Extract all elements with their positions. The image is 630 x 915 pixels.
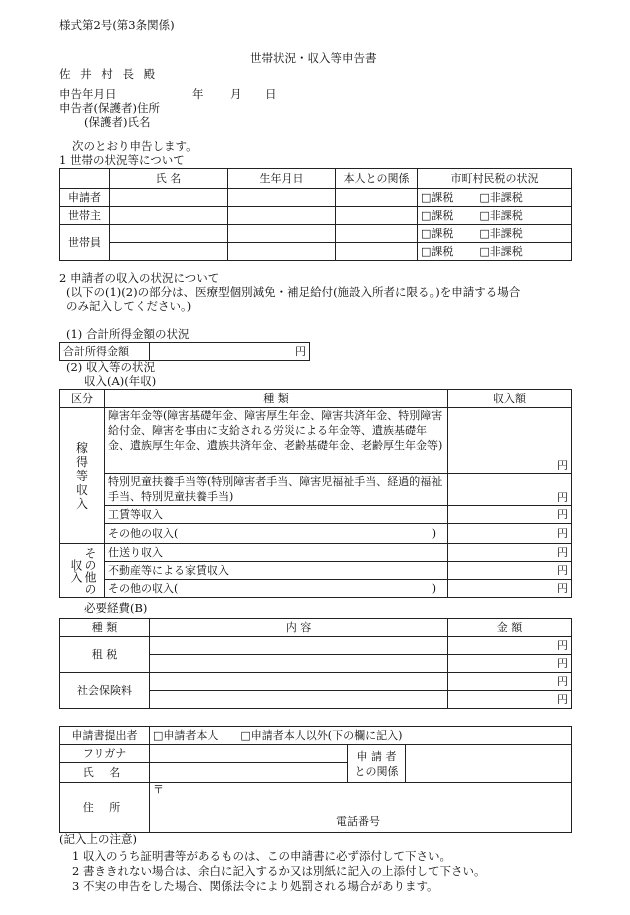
allowance-row: 特別児童扶養手当等(特別障害者手当、障害児福祉手当、経過的福祉手当、特別児童扶養手当)	[105, 474, 448, 506]
section2-heading: 2 申請者の収入の状況について	[59, 271, 220, 285]
date-label: 申告年月日	[59, 87, 117, 101]
cell-input[interactable]	[110, 189, 228, 207]
total-income-label: 合計所得金額	[60, 343, 150, 361]
col-tax-status: 市町村民税の状況	[418, 169, 572, 189]
addressee: 佐 井 村 長 殿	[59, 67, 159, 81]
submitter-label: 申請書提出者	[60, 727, 150, 745]
cell-input[interactable]	[336, 207, 418, 225]
tax-checkbox-cell[interactable]: □課税 □非課税	[418, 225, 572, 243]
note-item: 2 書ききれない場合は、余白に記入するか又は別紙に記入の上添付して下さい。	[72, 864, 486, 878]
opt-other: □申請者本人以外(下の欄に記入)	[240, 728, 403, 742]
exp-col-content: 内 容	[150, 619, 448, 637]
row-member: 世帯員	[60, 225, 110, 261]
row-head: 世帯主	[60, 207, 110, 225]
section2-note-1: (以下の(1)(2)の部分は、医療型個別減免・補足給付(施設入所者に限る。)を申請する場合	[66, 285, 521, 299]
total-income-input[interactable]: 円	[150, 343, 310, 361]
cell-input[interactable]	[150, 637, 448, 655]
document-title: 世帯状況・収入等申告書	[250, 51, 377, 65]
cell-input[interactable]	[150, 691, 448, 709]
address-input[interactable]	[150, 783, 572, 833]
submitter-options[interactable]	[150, 727, 572, 745]
col-birthdate: 生年月日	[228, 169, 336, 189]
remittance-row: 仕送り収入	[105, 544, 448, 562]
other-income2-amount[interactable]: 円	[448, 580, 572, 598]
opt-self: □申請者本人	[153, 728, 219, 742]
col-category: 区分	[60, 390, 105, 408]
postal-mark: 〒	[153, 783, 164, 796]
cell-input[interactable]	[228, 225, 336, 243]
row-applicant: 申請者	[60, 189, 110, 207]
relation-label: 申 請 者 との関係	[348, 745, 406, 783]
note-item: 3 不実の申告をした場合、関係法令により処罰される場合があります。	[72, 879, 439, 893]
date-year: 年	[192, 87, 204, 101]
relation-input[interactable]	[406, 745, 572, 783]
col-relation: 本人との関係	[336, 169, 418, 189]
col-type: 種 類	[105, 390, 448, 408]
section1-heading: 1 世帯の状況等について	[59, 153, 185, 167]
tax-checkbox-cell[interactable]: □課税 □非課税	[418, 207, 572, 225]
exp-col-amount: 金 額	[448, 619, 572, 637]
sub1-heading: (1) 合計所得金額の状況	[66, 327, 190, 341]
other-income-amount[interactable]: 円	[448, 524, 572, 544]
tax-amount[interactable]: 円	[448, 655, 572, 673]
rent-row: 不動産等による家賃収入	[105, 562, 448, 580]
exp-col-type: 種 類	[60, 619, 150, 637]
income-a-label: 収入(A)(年収)	[84, 374, 157, 388]
furigana-label: フリガナ	[60, 745, 150, 763]
name-label: 氏 名	[60, 763, 150, 783]
cell-input[interactable]	[150, 673, 448, 691]
insurance-amount[interactable]: 円	[448, 673, 572, 691]
wages-amount[interactable]: 円	[448, 506, 572, 524]
group-other-income: その他の収入	[60, 544, 105, 598]
cell-input[interactable]	[228, 189, 336, 207]
expenses-b-label: 必要経費(B)	[84, 601, 148, 615]
income-table	[59, 389, 572, 598]
cell-input[interactable]	[110, 243, 228, 261]
date-month: 月	[230, 87, 242, 101]
furigana-input[interactable]	[150, 745, 348, 763]
form-number: 様式第2号(第3条関係)	[59, 18, 175, 32]
household-table	[59, 168, 572, 261]
cell-input[interactable]	[228, 207, 336, 225]
address-label: 住 所	[60, 783, 150, 833]
other-income2-row: その他の収入( )	[105, 580, 448, 598]
col-name: 氏 名	[110, 169, 228, 189]
intro-text: 次のとおり申告します。	[72, 139, 198, 153]
cell-input[interactable]	[150, 655, 448, 673]
cell-input[interactable]	[336, 189, 418, 207]
social-insurance-row: 社会保険料	[60, 673, 150, 709]
notes-heading: (記入上の注意)	[59, 832, 137, 846]
pension-row: 障害年金等(障害基礎年金、障害厚生年金、障害共済年金、特別障害給付金、障害を事由に支給される労災による年金等、遺族基礎年金、遺族厚生年金、遺族共済年金、老齢基礎年金、老齢厚生年金等)	[105, 408, 448, 474]
pension-amount[interactable]: 円	[448, 408, 572, 474]
tax-amount[interactable]: 円	[448, 637, 572, 655]
group-work-income: 稼得等収入	[60, 408, 105, 544]
tax-row: 租 税	[60, 637, 150, 673]
cell-input[interactable]	[110, 225, 228, 243]
tax-checkbox-cell[interactable]: □課税 □非課税	[418, 189, 572, 207]
allowance-amount[interactable]: 円	[448, 474, 572, 506]
remittance-amount[interactable]: 円	[448, 544, 572, 562]
applicant-address-label: 申告者(保護者)住所	[59, 101, 160, 115]
cell-input[interactable]	[110, 207, 228, 225]
other-income-row: その他の収入( )	[105, 524, 448, 544]
phone-label: 電話番号	[336, 815, 380, 828]
section2-note-2: のみ記入してください。)	[66, 299, 192, 313]
total-income-table	[59, 342, 310, 361]
cell-input[interactable]	[228, 243, 336, 261]
cell-input[interactable]	[336, 225, 418, 243]
submitter-table	[59, 726, 572, 833]
note-item: 1 収入のうち証明書等があるものは、この申請書に必ず添付して下さい。	[72, 849, 451, 863]
tax-checkbox-cell[interactable]: □課税 □非課税	[418, 243, 572, 261]
cell-input[interactable]	[336, 243, 418, 261]
expenses-table	[59, 618, 572, 709]
insurance-amount[interactable]: 円	[448, 691, 572, 709]
date-day: 日	[265, 87, 277, 101]
rent-amount[interactable]: 円	[448, 562, 572, 580]
wages-row: 工賃等収入	[105, 506, 448, 524]
applicant-name-label: (保護者)氏名	[84, 115, 151, 129]
col-amount: 収入額	[448, 390, 572, 408]
name-input[interactable]	[150, 763, 348, 783]
sub2-heading: (2) 収入等の状況	[66, 360, 155, 374]
